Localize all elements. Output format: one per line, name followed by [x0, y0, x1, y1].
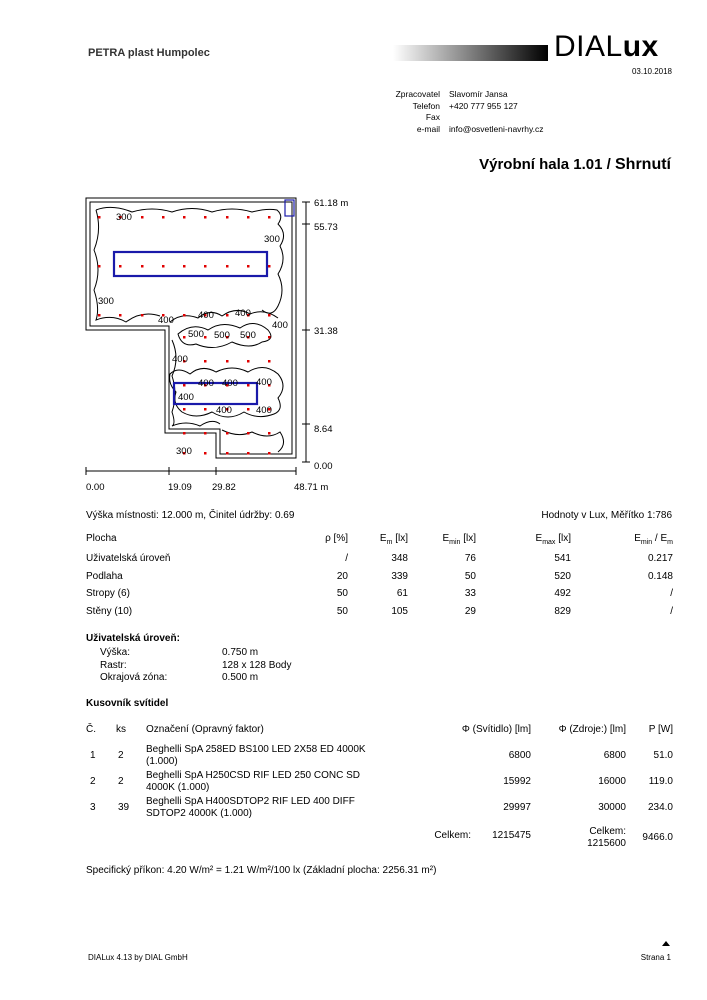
document-date: 03.10.2018 — [631, 67, 672, 76]
x-tick-label: 19.09 — [168, 482, 192, 493]
user-level-title: Uživatelská úroveň: — [86, 633, 180, 644]
col-header-plocha: Plocha — [86, 533, 117, 544]
emin-value: 50 — [464, 570, 476, 582]
grid-point — [183, 314, 186, 317]
total-label-1: Celkem: — [434, 830, 471, 841]
luminaire-flux: 15992 — [503, 776, 531, 787]
emin-unit: [lx] — [460, 533, 476, 544]
source-flux: 30000 — [598, 802, 626, 813]
logo-bold-text: ux — [622, 30, 659, 63]
contact-label-author: Zpracovatel — [395, 89, 440, 99]
emax-value: 829 — [554, 605, 571, 617]
em-unit: [lx] — [392, 533, 408, 544]
company-name: PETRA plast Humpolec — [88, 47, 210, 59]
lum-col-no: Č. — [86, 724, 96, 735]
grid-point — [268, 360, 271, 363]
luminaire-name-line1: Beghelli SpA H250CSD RIF LED 250 CONC SD — [146, 770, 360, 781]
grid-point — [226, 314, 229, 317]
logo-light-text: DIAL — [554, 30, 623, 63]
grid-point — [183, 432, 186, 435]
contour-label: 500 — [188, 329, 204, 340]
luminaire-no: 1 — [90, 750, 96, 761]
contour-label: 500 — [214, 330, 230, 341]
source-flux: 16000 — [598, 776, 626, 787]
grid-point — [247, 216, 250, 219]
contact-email: info@osvetleni-navrhy.cz — [449, 123, 544, 134]
emin-value: 76 — [464, 553, 476, 564]
grid-point — [141, 265, 144, 268]
page-number: Strana 1 — [640, 953, 671, 962]
luminaires-header — [86, 724, 673, 740]
luminaire-name-line2: (1.000) — [146, 756, 178, 767]
luminaire-row-1 — [114, 252, 267, 276]
grid-point — [247, 360, 250, 363]
values-scale-line: Hodnoty v Lux, Měřítko 1:786 — [541, 510, 672, 521]
grid-point — [183, 336, 186, 339]
user-level-label: Okrajová zóna: — [100, 672, 168, 683]
col-header-emax — [476, 533, 571, 546]
emin-value: 33 — [464, 588, 476, 599]
ratio-sub: min — [640, 539, 653, 546]
logo-gradient-bar — [393, 45, 548, 61]
contour-label: 300 — [264, 234, 280, 245]
grid-point — [119, 265, 122, 268]
grid-point — [226, 432, 229, 435]
grid-point — [204, 432, 207, 435]
lum-col-name: Označení (Opravný faktor) — [146, 724, 264, 735]
x-tick-label: 0.00 — [86, 482, 105, 493]
contact-label-email: e-mail — [416, 123, 440, 134]
surface-name: Stěny (10) — [86, 605, 133, 617]
luminaire-flux: 6800 — [508, 750, 531, 761]
user-level-labels — [100, 647, 167, 685]
contour-label: 300 — [116, 212, 132, 223]
grid-point — [98, 314, 101, 317]
total-phi-src: 1215600 — [587, 838, 626, 849]
specific-power: Specifický příkon: 4.20 W/m² = 1.21 W/m²/100 lx (Základní plocha: 2256.31 m²) — [86, 865, 437, 876]
grid-point — [162, 265, 165, 268]
emin-letter: E — [442, 533, 450, 544]
reflectance-value: 50 — [336, 588, 348, 599]
grid-point — [204, 336, 207, 339]
user-level-label: Rastr: — [100, 659, 127, 671]
em-value: 105 — [391, 605, 408, 617]
grid-point — [247, 452, 250, 455]
title-room: Výrobní hala 1.01 — [479, 156, 603, 173]
title-separator: / — [602, 156, 615, 173]
em-value: 348 — [391, 553, 408, 564]
luminaire-name-line2: SDTOP2 4000K (1.000) — [146, 808, 252, 819]
y-tick-label: 55.73 — [314, 222, 338, 233]
grid-point — [268, 216, 271, 219]
col-header-rho: ρ [%] — [325, 533, 348, 544]
col-header-uniformity — [571, 533, 673, 546]
emax-unit: [lx] — [555, 533, 571, 544]
illuminance-row — [86, 553, 673, 569]
grid-point — [268, 452, 271, 455]
surface-name: Stropy (6) — [86, 588, 130, 599]
title-section: Shrnutí — [615, 156, 671, 173]
y-tick-label: 0.00 — [314, 461, 333, 472]
luminaire-power: 234.0 — [647, 802, 673, 813]
grid-point — [226, 265, 229, 268]
page-title — [479, 156, 671, 174]
grid-point — [247, 432, 250, 435]
uniformity-value: 0.217 — [647, 553, 673, 564]
grid-point — [183, 265, 186, 268]
contact-label-phone: Telefon — [412, 100, 440, 111]
luminaire-name-line1: Beghelli SpA 258ED BS100 LED 2X58 ED 4000K — [146, 744, 366, 755]
grid-point — [204, 408, 207, 411]
luminaire-power: 51.0 — [653, 750, 673, 761]
y-tick-label: 61.18 m — [314, 198, 349, 209]
contour-label: 300 — [176, 446, 192, 457]
em-letter: E — [379, 533, 387, 544]
lum-col-phi-lum: Φ (Svítidlo) [lm] — [461, 724, 531, 735]
contour-label: 400 — [235, 308, 251, 319]
contour-label: 400 — [198, 378, 214, 389]
surface-name: Uživatelská úroveň — [86, 553, 171, 564]
contact-phone: +420 777 955 127 — [449, 100, 518, 111]
luminaires-total-row — [86, 826, 673, 850]
contact-author: Slavomír Jansa — [449, 89, 508, 99]
grid-point — [183, 408, 186, 411]
grid-point — [268, 336, 271, 339]
ratio-mid: / E — [652, 533, 668, 544]
grid-point — [141, 216, 144, 219]
luminaire-count: 39 — [118, 802, 130, 813]
x-tick-label: 29.82 — [212, 482, 236, 493]
user-level-value: 0.500 m — [222, 672, 259, 683]
grid-point — [268, 432, 271, 435]
luminaire-flux: 29997 — [503, 802, 531, 813]
y-tick-label: 8.64 — [314, 424, 333, 435]
luminaires-title: Kusovník svítidel — [86, 698, 169, 709]
contour-label: 400 — [272, 320, 288, 331]
triangle-marker-icon — [662, 941, 670, 946]
y-tick-label: 31.38 — [314, 326, 338, 337]
surface-name: Podlaha — [86, 570, 123, 582]
luminaire-name-line2: 4000K (1.000) — [146, 782, 210, 793]
contact-label-fax: Fax — [425, 112, 440, 122]
grid-point — [119, 314, 122, 317]
illuminance-row — [86, 588, 673, 604]
luminaire-row — [86, 770, 673, 796]
em-value: 339 — [391, 570, 408, 582]
uniformity-value: / — [670, 588, 673, 599]
ratio-sub2: m — [667, 539, 673, 546]
contour-label: 400 — [216, 405, 232, 416]
contour-label: 400 — [198, 310, 214, 321]
grid-point — [98, 216, 101, 219]
grid-point — [204, 216, 207, 219]
grid-point — [268, 314, 271, 317]
lum-col-phi-src: Φ (Zdroje:) [lm] — [558, 724, 626, 735]
emax-sub: max — [542, 539, 556, 546]
grid-point — [204, 452, 207, 455]
source-flux: 6800 — [603, 750, 626, 761]
emin-sub: min — [449, 539, 461, 546]
floor-plan-isolux — [82, 190, 352, 500]
grid-point — [226, 360, 229, 363]
grid-point — [226, 452, 229, 455]
total-power: 9466.0 — [642, 832, 673, 843]
contact-fax — [449, 112, 543, 124]
contour-label: 400 — [256, 377, 272, 388]
luminaire-count: 2 — [118, 776, 124, 787]
luminaire-no: 2 — [90, 776, 96, 787]
grid-point — [204, 265, 207, 268]
grid-point — [98, 265, 101, 268]
em-value: 61 — [396, 588, 408, 599]
contour-label: 400 — [158, 315, 174, 326]
grid-point — [226, 216, 229, 219]
user-level-value: 0.750 m — [222, 647, 259, 658]
user-level-value: 128 x 128 Body — [222, 659, 292, 671]
grid-point — [183, 216, 186, 219]
col-header-emin — [408, 533, 476, 546]
ratio-letter: E — [634, 533, 641, 544]
reflectance-value: 50 — [336, 605, 348, 617]
grid-point — [162, 216, 165, 219]
contour-label: 500 — [240, 330, 256, 341]
x-tick-label: 48.71 m — [294, 482, 329, 493]
reflectance-value: 20 — [336, 570, 348, 582]
luminaire-no: 3 — [90, 802, 96, 813]
em-sub: m — [386, 539, 393, 546]
contour-label: 400 — [178, 392, 194, 403]
grid-point — [247, 408, 250, 411]
illuminance-table-header — [86, 533, 673, 549]
emax-value: 541 — [554, 553, 571, 564]
grid-point — [204, 360, 207, 363]
grid-point — [183, 384, 186, 387]
emax-letter: E — [535, 533, 543, 544]
uniformity-value: 0.148 — [647, 570, 673, 582]
total-phi-lum: 1215475 — [492, 830, 531, 841]
room-height-line: Výška místnosti: 12.000 m, Činitel údržby: 0.69 — [86, 510, 295, 521]
illuminance-row — [86, 571, 673, 587]
lum-col-power: P [W] — [648, 724, 673, 735]
emin-value: 29 — [464, 605, 476, 617]
total-label-2: Celkem: — [589, 826, 626, 837]
dialux-logo — [554, 30, 659, 64]
emax-value: 520 — [554, 570, 571, 582]
reflectance-value: / — [345, 553, 348, 564]
grid-point — [268, 265, 271, 268]
luminaire-row — [86, 744, 673, 770]
emax-value: 492 — [554, 588, 571, 599]
luminaire-power: 119.0 — [648, 776, 673, 787]
user-level-label: Výška: — [100, 647, 131, 658]
luminaire-name-line1: Beghelli SpA H400SDTOP2 RIF LED 400 DIFF — [146, 796, 355, 807]
col-header-em — [348, 533, 408, 546]
grid-point — [141, 314, 144, 317]
illuminance-row — [86, 606, 673, 622]
contour-label: 400 — [256, 405, 272, 416]
contour-label: 400 — [172, 354, 188, 365]
user-level-values — [222, 647, 292, 685]
luminaire-count: 2 — [118, 750, 124, 761]
grid-point — [247, 265, 250, 268]
contact-values — [449, 89, 543, 135]
contour-label: 400 — [222, 378, 238, 389]
footer-software: DIALux 4.13 by DIAL GmbH — [88, 953, 188, 962]
grid-point — [247, 384, 250, 387]
lum-col-ks: ks — [116, 724, 126, 735]
contour-label: 300 — [98, 296, 114, 307]
uniformity-value: / — [670, 605, 673, 617]
contact-labels — [360, 89, 440, 135]
luminaire-row — [86, 796, 673, 822]
